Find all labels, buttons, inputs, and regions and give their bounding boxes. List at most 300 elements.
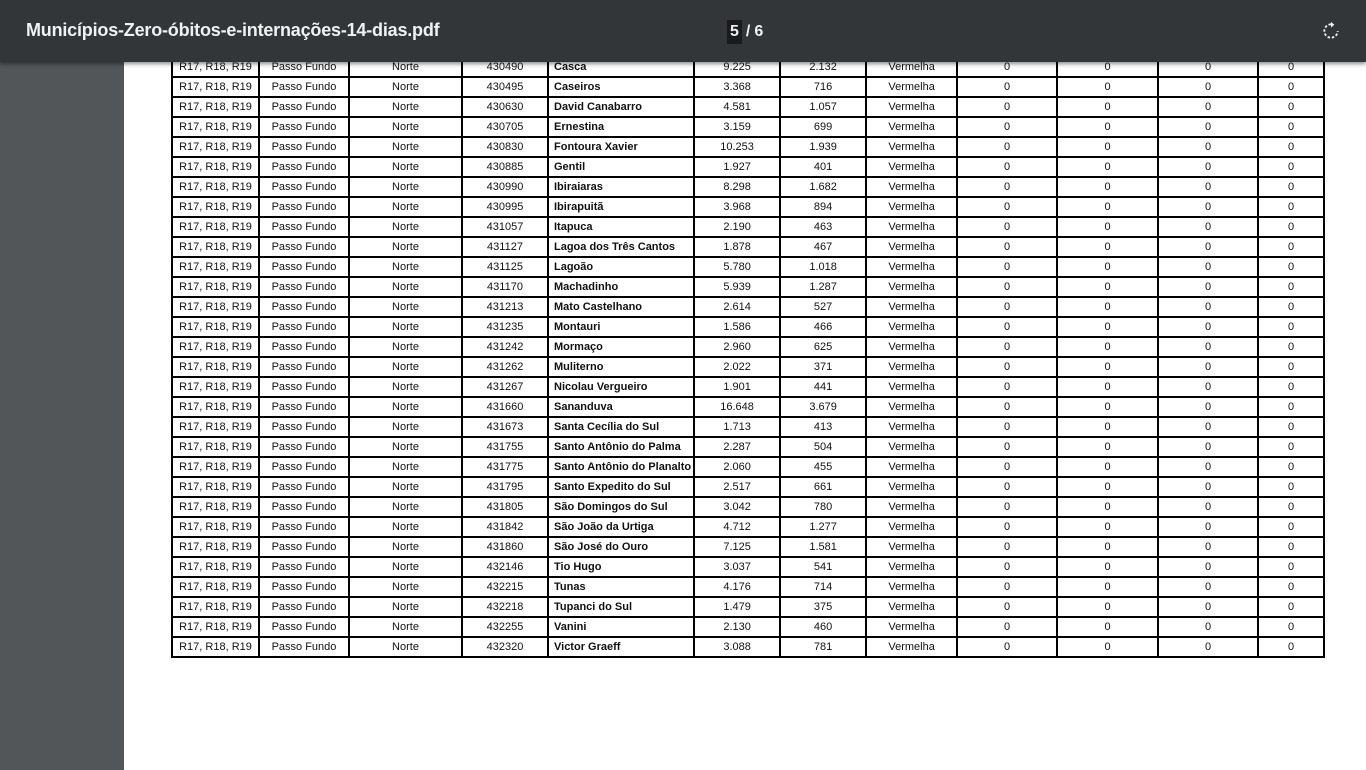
cell-cases-count: 0 xyxy=(1158,637,1258,657)
cell-ibge-code: 432215 xyxy=(462,577,548,597)
page-number-input[interactable]: 5 xyxy=(727,20,742,44)
table-row xyxy=(172,277,1324,297)
cell-ibge-code: 431755 xyxy=(462,437,548,457)
cell-deaths-count: 0 xyxy=(957,457,1057,477)
cell-hospitalizations-count: 0 xyxy=(1057,537,1158,557)
cell-ibge-code: 430830 xyxy=(462,137,548,157)
cell-other-count: 0 xyxy=(1258,557,1324,577)
table-row xyxy=(172,497,1324,517)
table-row xyxy=(172,417,1324,437)
rotate-button[interactable] xyxy=(1318,18,1344,44)
cell-deaths-count: 0 xyxy=(957,577,1057,597)
cell-area: Norte xyxy=(349,97,462,117)
cell-elderly-population: 455 xyxy=(780,457,866,477)
cell-population: 3.159 xyxy=(694,117,780,137)
cell-region-codes: R17, R18, R19 xyxy=(172,337,259,357)
cell-ibge-code: 430630 xyxy=(462,97,548,117)
cell-other-count: 0 xyxy=(1258,337,1324,357)
cell-flag-color: Vermelha xyxy=(866,637,957,657)
cell-cases-count: 0 xyxy=(1158,177,1258,197)
cell-area: Norte xyxy=(349,517,462,537)
cell-population: 9.225 xyxy=(694,62,780,77)
cell-flag-color: Vermelha xyxy=(866,497,957,517)
cell-region-codes: R17, R18, R19 xyxy=(172,62,259,77)
cell-macro-region: Passo Fundo xyxy=(259,497,349,517)
cell-deaths-count: 0 xyxy=(957,357,1057,377)
cell-flag-color: Vermelha xyxy=(866,357,957,377)
cell-region-codes: R17, R18, R19 xyxy=(172,257,259,277)
cell-municipality: Ernestina xyxy=(548,117,694,137)
cell-municipality: Itapuca xyxy=(548,217,694,237)
cell-deaths-count: 0 xyxy=(957,297,1057,317)
cell-deaths-count: 0 xyxy=(957,237,1057,257)
cell-elderly-population: 371 xyxy=(780,357,866,377)
cell-area: Norte xyxy=(349,217,462,237)
cell-cases-count: 0 xyxy=(1158,317,1258,337)
cell-cases-count: 0 xyxy=(1158,77,1258,97)
cell-hospitalizations-count: 0 xyxy=(1057,237,1158,257)
cell-flag-color: Vermelha xyxy=(866,437,957,457)
cell-municipality: Tunas xyxy=(548,577,694,597)
table-row xyxy=(172,177,1324,197)
cell-other-count: 0 xyxy=(1258,457,1324,477)
cell-area: Norte xyxy=(349,62,462,77)
cell-municipality: Tio Hugo xyxy=(548,557,694,577)
cell-cases-count: 0 xyxy=(1158,157,1258,177)
pdf-viewer[interactable] xyxy=(0,62,1366,770)
cell-macro-region: Passo Fundo xyxy=(259,517,349,537)
cell-hospitalizations-count: 0 xyxy=(1057,137,1158,157)
cell-deaths-count: 0 xyxy=(957,437,1057,457)
cell-macro-region: Passo Fundo xyxy=(259,597,349,617)
cell-region-codes: R17, R18, R19 xyxy=(172,517,259,537)
cell-hospitalizations-count: 0 xyxy=(1057,97,1158,117)
cell-flag-color: Vermelha xyxy=(866,517,957,537)
cell-elderly-population: 460 xyxy=(780,617,866,637)
table-row xyxy=(172,457,1324,477)
cell-deaths-count: 0 xyxy=(957,62,1057,77)
table-row xyxy=(172,337,1324,357)
cell-cases-count: 0 xyxy=(1158,197,1258,217)
cell-deaths-count: 0 xyxy=(957,517,1057,537)
cell-population: 2.960 xyxy=(694,337,780,357)
cell-hospitalizations-count: 0 xyxy=(1057,317,1158,337)
cell-flag-color: Vermelha xyxy=(866,537,957,557)
table-row xyxy=(172,517,1324,537)
cell-region-codes: R17, R18, R19 xyxy=(172,357,259,377)
cell-area: Norte xyxy=(349,337,462,357)
cell-population: 1.878 xyxy=(694,237,780,257)
cell-region-codes: R17, R18, R19 xyxy=(172,157,259,177)
cell-area: Norte xyxy=(349,357,462,377)
cell-other-count: 0 xyxy=(1258,357,1324,377)
cell-municipality: Santo Antônio do Palma xyxy=(548,437,694,457)
cell-elderly-population: 463 xyxy=(780,217,866,237)
table-row xyxy=(172,637,1324,657)
cell-deaths-count: 0 xyxy=(957,277,1057,297)
cell-elderly-population: 2.132 xyxy=(780,62,866,77)
cell-ibge-code: 431235 xyxy=(462,317,548,337)
cell-municipality: Gentil xyxy=(548,157,694,177)
cell-municipality: Montauri xyxy=(548,317,694,337)
cell-area: Norte xyxy=(349,537,462,557)
cell-deaths-count: 0 xyxy=(957,477,1057,497)
table-row xyxy=(172,117,1324,137)
cell-cases-count: 0 xyxy=(1158,337,1258,357)
cell-area: Norte xyxy=(349,377,462,397)
cell-deaths-count: 0 xyxy=(957,137,1057,157)
cell-deaths-count: 0 xyxy=(957,377,1057,397)
cell-ibge-code: 431262 xyxy=(462,357,548,377)
cell-deaths-count: 0 xyxy=(957,217,1057,237)
cell-hospitalizations-count: 0 xyxy=(1057,257,1158,277)
cell-flag-color: Vermelha xyxy=(866,377,957,397)
cell-deaths-count: 0 xyxy=(957,197,1057,217)
cell-cases-count: 0 xyxy=(1158,237,1258,257)
cell-other-count: 0 xyxy=(1258,517,1324,537)
cell-municipality: Tupanci do Sul xyxy=(548,597,694,617)
municipality-table xyxy=(171,62,1325,658)
cell-cases-count: 0 xyxy=(1158,257,1258,277)
cell-elderly-population: 781 xyxy=(780,637,866,657)
cell-macro-region: Passo Fundo xyxy=(259,417,349,437)
cell-population: 3.368 xyxy=(694,77,780,97)
table-row xyxy=(172,137,1324,157)
cell-ibge-code: 431775 xyxy=(462,457,548,477)
cell-hospitalizations-count: 0 xyxy=(1057,497,1158,517)
cell-municipality: Muliterno xyxy=(548,357,694,377)
cell-population: 3.088 xyxy=(694,637,780,657)
cell-cases-count: 0 xyxy=(1158,277,1258,297)
cell-region-codes: R17, R18, R19 xyxy=(172,597,259,617)
cell-region-codes: R17, R18, R19 xyxy=(172,637,259,657)
cell-other-count: 0 xyxy=(1258,297,1324,317)
cell-macro-region: Passo Fundo xyxy=(259,217,349,237)
cell-deaths-count: 0 xyxy=(957,157,1057,177)
cell-elderly-population: 3.679 xyxy=(780,397,866,417)
cell-area: Norte xyxy=(349,157,462,177)
cell-flag-color: Vermelha xyxy=(866,417,957,437)
cell-ibge-code: 431127 xyxy=(462,237,548,257)
cell-ibge-code: 430995 xyxy=(462,197,548,217)
cell-ibge-code: 431125 xyxy=(462,257,548,277)
cell-deaths-count: 0 xyxy=(957,97,1057,117)
table-row xyxy=(172,257,1324,277)
cell-cases-count: 0 xyxy=(1158,397,1258,417)
cell-municipality: Fontoura Xavier xyxy=(548,137,694,157)
cell-ibge-code: 431860 xyxy=(462,537,548,557)
cell-flag-color: Vermelha xyxy=(866,597,957,617)
cell-deaths-count: 0 xyxy=(957,637,1057,657)
cell-macro-region: Passo Fundo xyxy=(259,577,349,597)
cell-ibge-code: 431660 xyxy=(462,397,548,417)
cell-cases-count: 0 xyxy=(1158,437,1258,457)
cell-population: 1.586 xyxy=(694,317,780,337)
cell-hospitalizations-count: 0 xyxy=(1057,77,1158,97)
cell-elderly-population: 467 xyxy=(780,237,866,257)
cell-elderly-population: 1.581 xyxy=(780,537,866,557)
table-row xyxy=(172,617,1324,637)
table-row xyxy=(172,317,1324,337)
cell-hospitalizations-count: 0 xyxy=(1057,517,1158,537)
cell-deaths-count: 0 xyxy=(957,617,1057,637)
cell-elderly-population: 541 xyxy=(780,557,866,577)
cell-ibge-code: 431057 xyxy=(462,217,548,237)
cell-region-codes: R17, R18, R19 xyxy=(172,317,259,337)
pdf-page xyxy=(124,62,1366,770)
cell-elderly-population: 894 xyxy=(780,197,866,217)
cell-other-count: 0 xyxy=(1258,177,1324,197)
cell-population: 5.939 xyxy=(694,277,780,297)
cell-other-count: 0 xyxy=(1258,597,1324,617)
cell-area: Norte xyxy=(349,457,462,477)
cell-other-count: 0 xyxy=(1258,397,1324,417)
cell-deaths-count: 0 xyxy=(957,257,1057,277)
cell-ibge-code: 430990 xyxy=(462,177,548,197)
cell-other-count: 0 xyxy=(1258,637,1324,657)
cell-deaths-count: 0 xyxy=(957,317,1057,337)
cell-municipality: Machadinho xyxy=(548,277,694,297)
cell-municipality: David Canabarro xyxy=(548,97,694,117)
cell-ibge-code: 432146 xyxy=(462,557,548,577)
cell-area: Norte xyxy=(349,237,462,257)
cell-municipality: Lagoa dos Três Cantos xyxy=(548,237,694,257)
cell-flag-color: Vermelha xyxy=(866,177,957,197)
cell-other-count: 0 xyxy=(1258,437,1324,457)
table-row xyxy=(172,597,1324,617)
cell-other-count: 0 xyxy=(1258,117,1324,137)
cell-flag-color: Vermelha xyxy=(866,62,957,77)
cell-elderly-population: 466 xyxy=(780,317,866,337)
cell-population: 2.287 xyxy=(694,437,780,457)
cell-population: 4.581 xyxy=(694,97,780,117)
cell-cases-count: 0 xyxy=(1158,97,1258,117)
cell-flag-color: Vermelha xyxy=(866,157,957,177)
cell-elderly-population: 625 xyxy=(780,337,866,357)
cell-elderly-population: 413 xyxy=(780,417,866,437)
cell-hospitalizations-count: 0 xyxy=(1057,337,1158,357)
cell-hospitalizations-count: 0 xyxy=(1057,637,1158,657)
cell-cases-count: 0 xyxy=(1158,477,1258,497)
cell-region-codes: R17, R18, R19 xyxy=(172,557,259,577)
pdf-toolbar xyxy=(0,0,1366,62)
cell-macro-region: Passo Fundo xyxy=(259,137,349,157)
cell-municipality: Caseiros xyxy=(548,77,694,97)
cell-cases-count: 0 xyxy=(1158,117,1258,137)
cell-area: Norte xyxy=(349,137,462,157)
cell-hospitalizations-count: 0 xyxy=(1057,437,1158,457)
cell-hospitalizations-count: 0 xyxy=(1057,277,1158,297)
cell-elderly-population: 1.057 xyxy=(780,97,866,117)
cell-hospitalizations-count: 0 xyxy=(1057,117,1158,137)
cell-flag-color: Vermelha xyxy=(866,97,957,117)
cell-ibge-code: 432320 xyxy=(462,637,548,657)
cell-population: 1.479 xyxy=(694,597,780,617)
cell-ibge-code: 431842 xyxy=(462,517,548,537)
cell-hospitalizations-count: 0 xyxy=(1057,397,1158,417)
cell-municipality: Mormaço xyxy=(548,337,694,357)
cell-macro-region: Passo Fundo xyxy=(259,437,349,457)
cell-region-codes: R17, R18, R19 xyxy=(172,197,259,217)
cell-area: Norte xyxy=(349,277,462,297)
cell-population: 4.176 xyxy=(694,577,780,597)
cell-deaths-count: 0 xyxy=(957,497,1057,517)
table-row xyxy=(172,237,1324,257)
cell-region-codes: R17, R18, R19 xyxy=(172,577,259,597)
cell-macro-region: Passo Fundo xyxy=(259,317,349,337)
cell-area: Norte xyxy=(349,317,462,337)
cell-other-count: 0 xyxy=(1258,77,1324,97)
cell-cases-count: 0 xyxy=(1158,357,1258,377)
cell-flag-color: Vermelha xyxy=(866,457,957,477)
cell-municipality: Victor Graeff xyxy=(548,637,694,657)
cell-cases-count: 0 xyxy=(1158,457,1258,477)
cell-flag-color: Vermelha xyxy=(866,137,957,157)
cell-municipality: São Domingos do Sul xyxy=(548,497,694,517)
document-title: Municípios-Zero-óbitos-e-internações-14-dias.pdf xyxy=(26,20,440,40)
cell-flag-color: Vermelha xyxy=(866,297,957,317)
cell-other-count: 0 xyxy=(1258,497,1324,517)
cell-municipality: Santo Expedito do Sul xyxy=(548,477,694,497)
cell-population: 2.517 xyxy=(694,477,780,497)
cell-region-codes: R17, R18, R19 xyxy=(172,277,259,297)
cell-area: Norte xyxy=(349,597,462,617)
cell-other-count: 0 xyxy=(1258,217,1324,237)
cell-hospitalizations-count: 0 xyxy=(1057,357,1158,377)
cell-population: 3.968 xyxy=(694,197,780,217)
cell-elderly-population: 1.682 xyxy=(780,177,866,197)
cell-area: Norte xyxy=(349,397,462,417)
cell-deaths-count: 0 xyxy=(957,597,1057,617)
cell-hospitalizations-count: 0 xyxy=(1057,597,1158,617)
cell-macro-region: Passo Fundo xyxy=(259,237,349,257)
cell-cases-count: 0 xyxy=(1158,617,1258,637)
cell-hospitalizations-count: 0 xyxy=(1057,457,1158,477)
cell-area: Norte xyxy=(349,77,462,97)
cell-other-count: 0 xyxy=(1258,237,1324,257)
cell-population: 2.614 xyxy=(694,297,780,317)
cell-macro-region: Passo Fundo xyxy=(259,377,349,397)
table-row xyxy=(172,197,1324,217)
cell-municipality: Santo Antônio do Planalto xyxy=(548,457,694,477)
cell-ibge-code: 432218 xyxy=(462,597,548,617)
cell-region-codes: R17, R18, R19 xyxy=(172,77,259,97)
cell-flag-color: Vermelha xyxy=(866,77,957,97)
page-total: 6 xyxy=(754,23,764,40)
cell-population: 5.780 xyxy=(694,257,780,277)
table-row xyxy=(172,537,1324,557)
cell-municipality: Vanini xyxy=(548,617,694,637)
table-body xyxy=(172,62,1324,657)
table-row xyxy=(172,357,1324,377)
cell-area: Norte xyxy=(349,177,462,197)
cell-region-codes: R17, R18, R19 xyxy=(172,97,259,117)
cell-region-codes: R17, R18, R19 xyxy=(172,537,259,557)
cell-macro-region: Passo Fundo xyxy=(259,177,349,197)
cell-cases-count: 0 xyxy=(1158,537,1258,557)
cell-municipality: Ibirapuitã xyxy=(548,197,694,217)
cell-deaths-count: 0 xyxy=(957,537,1057,557)
cell-population: 2.022 xyxy=(694,357,780,377)
cell-flag-color: Vermelha xyxy=(866,557,957,577)
cell-flag-color: Vermelha xyxy=(866,237,957,257)
cell-area: Norte xyxy=(349,437,462,457)
table-row xyxy=(172,217,1324,237)
cell-macro-region: Passo Fundo xyxy=(259,297,349,317)
cell-macro-region: Passo Fundo xyxy=(259,62,349,77)
cell-municipality: Casca xyxy=(548,62,694,77)
cell-hospitalizations-count: 0 xyxy=(1057,557,1158,577)
cell-ibge-code: 430495 xyxy=(462,77,548,97)
cell-region-codes: R17, R18, R19 xyxy=(172,117,259,137)
cell-population: 7.125 xyxy=(694,537,780,557)
cell-municipality: São José do Ouro xyxy=(548,537,694,557)
table-row xyxy=(172,477,1324,497)
cell-population: 16.648 xyxy=(694,397,780,417)
cell-ibge-code: 431267 xyxy=(462,377,548,397)
cell-deaths-count: 0 xyxy=(957,557,1057,577)
cell-macro-region: Passo Fundo xyxy=(259,277,349,297)
table-row xyxy=(172,77,1324,97)
cell-macro-region: Passo Fundo xyxy=(259,357,349,377)
cell-flag-color: Vermelha xyxy=(866,477,957,497)
cell-other-count: 0 xyxy=(1258,577,1324,597)
cell-deaths-count: 0 xyxy=(957,417,1057,437)
cell-deaths-count: 0 xyxy=(957,397,1057,417)
cell-ibge-code: 430705 xyxy=(462,117,548,137)
cell-macro-region: Passo Fundo xyxy=(259,117,349,137)
cell-ibge-code: 431242 xyxy=(462,337,548,357)
table-row xyxy=(172,577,1324,597)
page-indicator xyxy=(727,20,763,44)
cell-macro-region: Passo Fundo xyxy=(259,457,349,477)
cell-flag-color: Vermelha xyxy=(866,277,957,297)
cell-elderly-population: 714 xyxy=(780,577,866,597)
cell-population: 3.037 xyxy=(694,557,780,577)
cell-hospitalizations-count: 0 xyxy=(1057,217,1158,237)
cell-elderly-population: 527 xyxy=(780,297,866,317)
cell-elderly-population: 661 xyxy=(780,477,866,497)
cell-deaths-count: 0 xyxy=(957,337,1057,357)
cell-municipality: Santa Cecília do Sul xyxy=(548,417,694,437)
cell-flag-color: Vermelha xyxy=(866,617,957,637)
cell-elderly-population: 441 xyxy=(780,377,866,397)
cell-cases-count: 0 xyxy=(1158,137,1258,157)
cell-hospitalizations-count: 0 xyxy=(1057,477,1158,497)
cell-ibge-code: 430885 xyxy=(462,157,548,177)
table-row xyxy=(172,97,1324,117)
cell-area: Norte xyxy=(349,117,462,137)
cell-other-count: 0 xyxy=(1258,617,1324,637)
cell-ibge-code: 431213 xyxy=(462,297,548,317)
cell-ibge-code: 431170 xyxy=(462,277,548,297)
cell-elderly-population: 716 xyxy=(780,77,866,97)
table-row xyxy=(172,297,1324,317)
cell-population: 1.901 xyxy=(694,377,780,397)
cell-ibge-code: 431795 xyxy=(462,477,548,497)
cell-population: 10.253 xyxy=(694,137,780,157)
cell-macro-region: Passo Fundo xyxy=(259,397,349,417)
cell-hospitalizations-count: 0 xyxy=(1057,157,1158,177)
cell-ibge-code: 430490 xyxy=(462,62,548,77)
cell-elderly-population: 1.018 xyxy=(780,257,866,277)
cell-other-count: 0 xyxy=(1258,537,1324,557)
cell-municipality: Lagoão xyxy=(548,257,694,277)
cell-cases-count: 0 xyxy=(1158,597,1258,617)
table-row xyxy=(172,377,1324,397)
cell-other-count: 0 xyxy=(1258,317,1324,337)
cell-hospitalizations-count: 0 xyxy=(1057,297,1158,317)
